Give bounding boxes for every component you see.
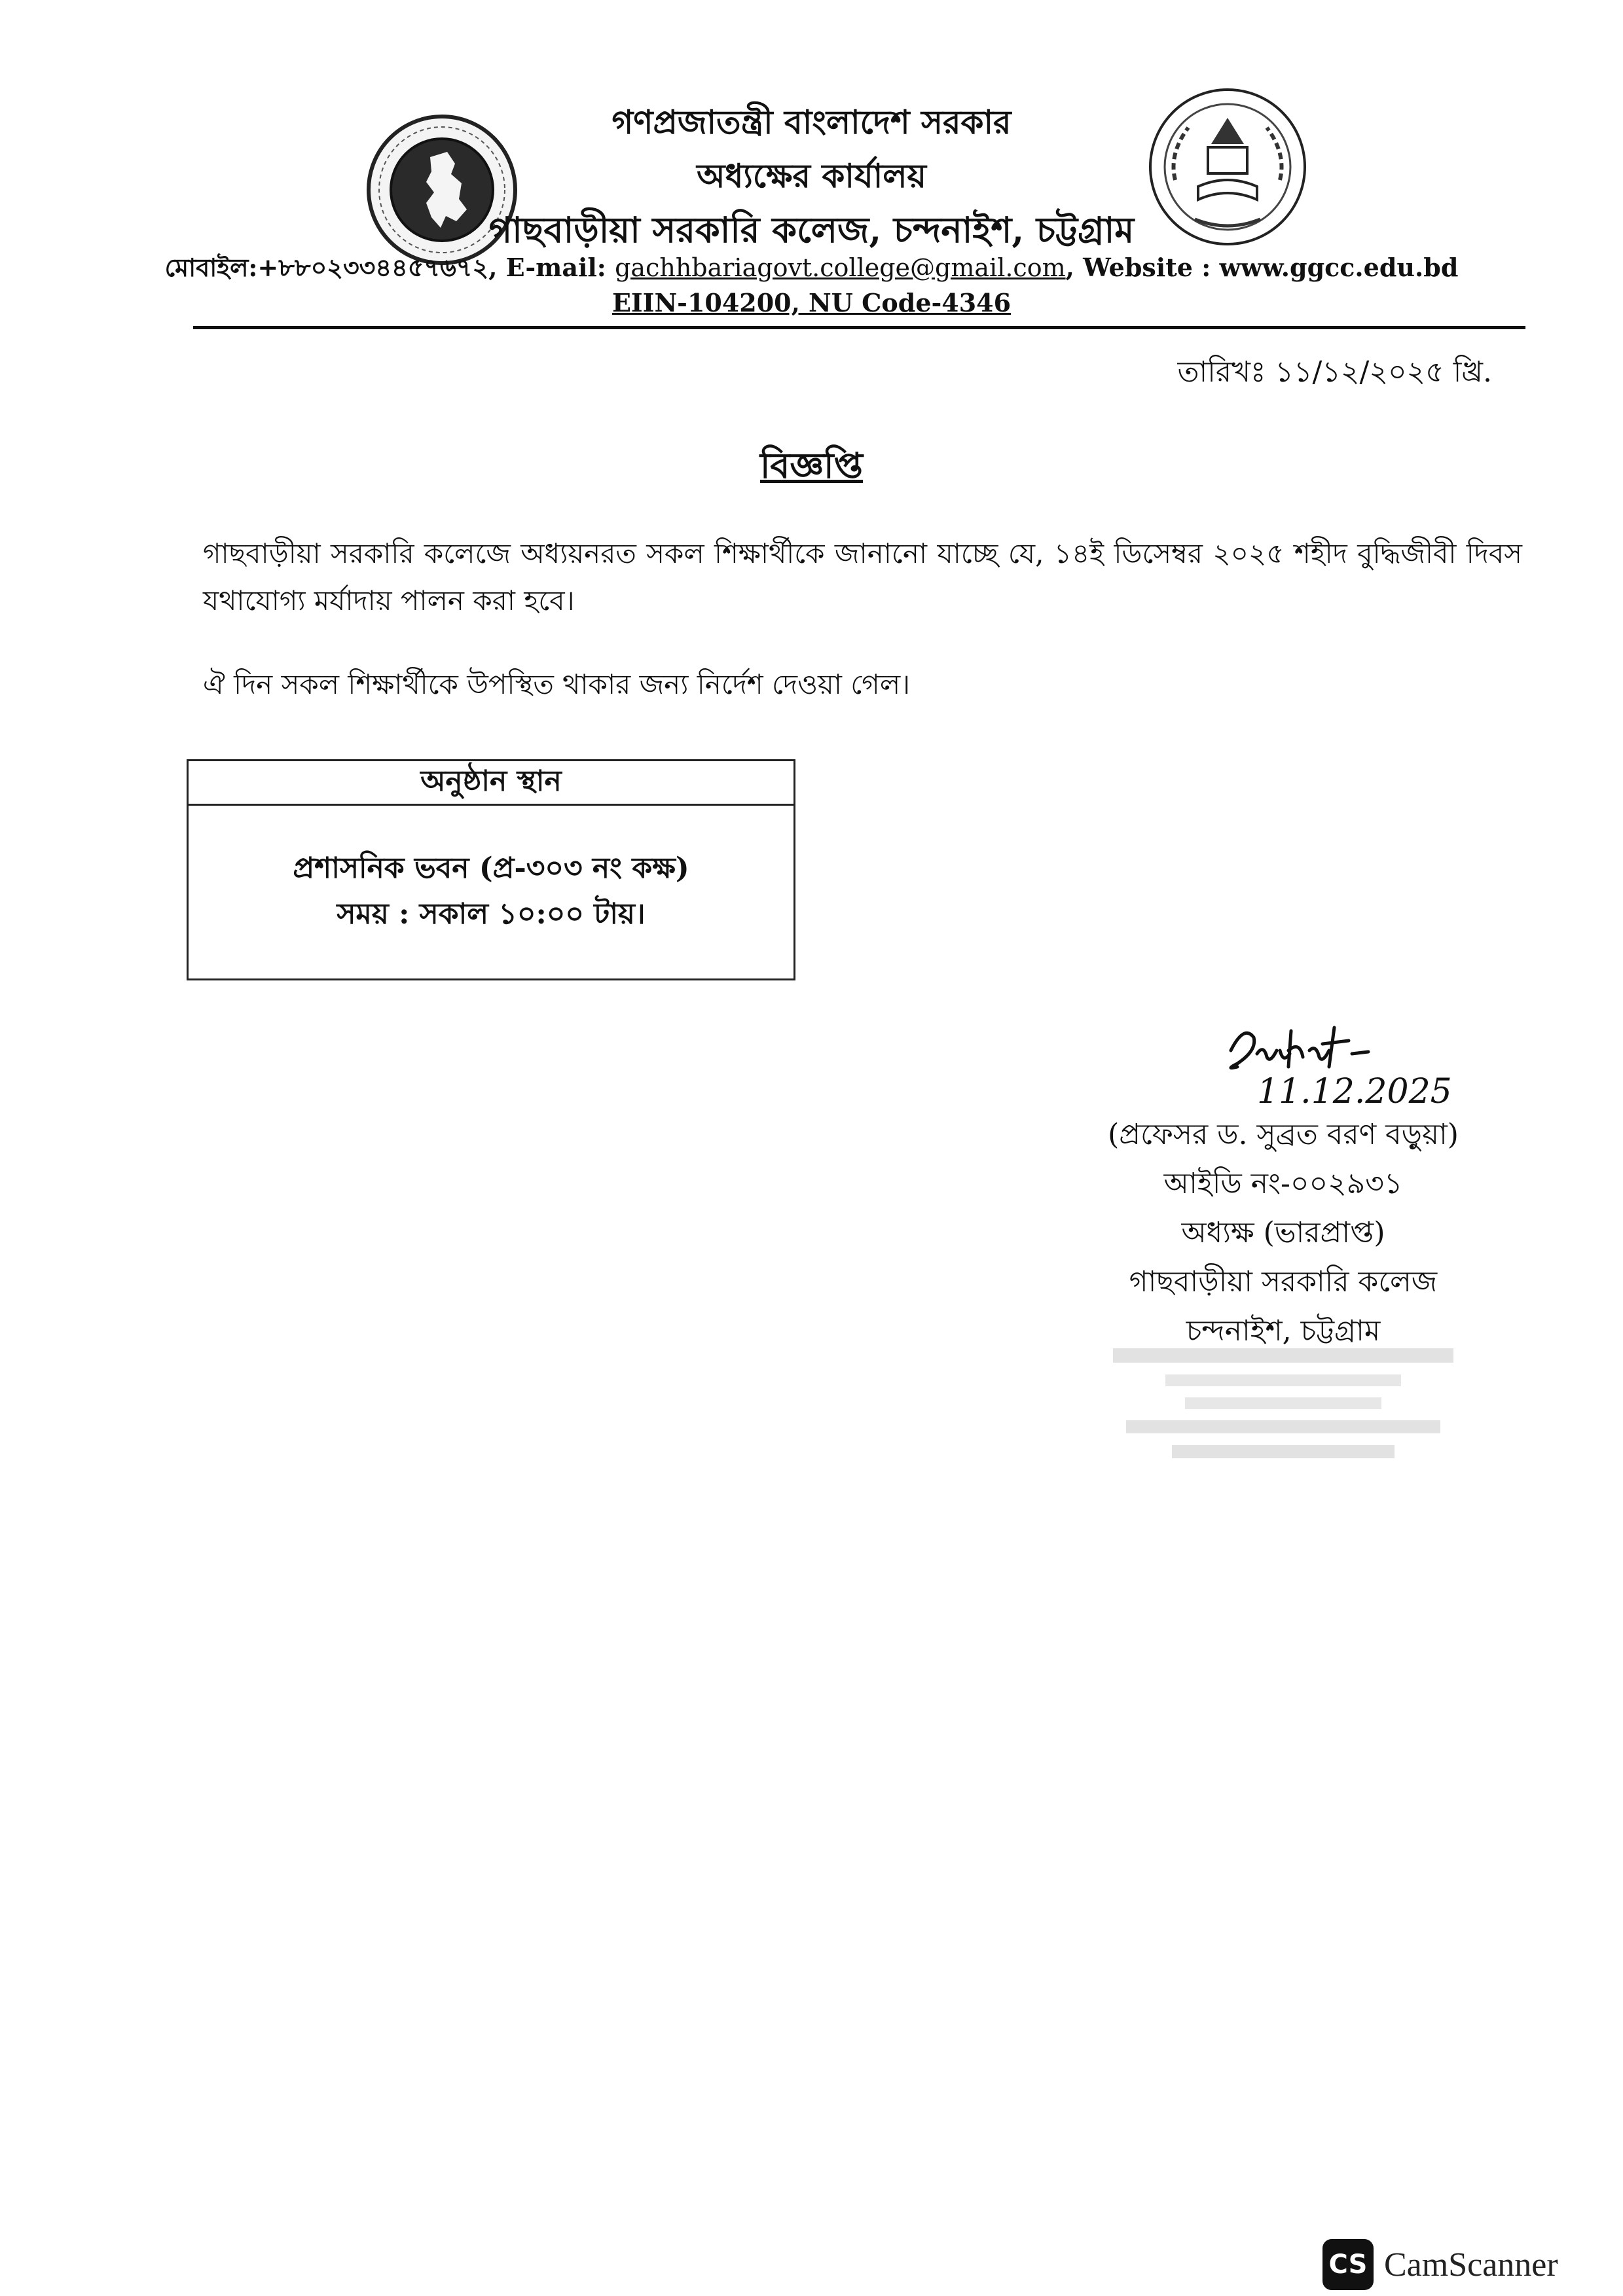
venue-place: প্রশাসনিক ভবন (প্র-৩০৩ নং কক্ষ) — [293, 852, 689, 885]
office-title: অধ্যক্ষের কার্যালয় — [697, 156, 926, 195]
handwritten-signature — [1218, 1005, 1519, 1116]
signatory-college: গাছবাড়ীয়া সরকারি কলেজ — [1129, 1265, 1438, 1299]
signature-date: 11.12.2025 — [1257, 1072, 1452, 1111]
notice-paragraph: ঐ দিন সকল শিক্ষার্থীকে উপস্থিত থাকার জন্য নির্দেশ দেওয়া গেল। — [203, 668, 911, 700]
header-divider — [193, 326, 1525, 329]
website-link[interactable]: www.ggcc.edu.bd — [1219, 253, 1459, 282]
camscanner-text: CamScanner — [1384, 2246, 1558, 2284]
contact-mobile: মোবাইল:+৮৮০২৩৩৪৪৫৭৬৭২, — [164, 253, 498, 282]
email-link[interactable]: gachhbariagovt.college@gmail.com — [615, 253, 1066, 282]
contact-line — [0, 249, 1623, 291]
government-title: গণপ্রজাতন্ত্রী বাংলাদেশ সরকার — [611, 103, 1012, 141]
notice-date: তারিখঃ ১১/১২/২০২৫ খ্রি. — [1177, 355, 1492, 389]
venue-time: সময় : সকাল ১০:০০ টায়। — [337, 897, 646, 931]
notice-paragraph: গাছবাড়ীয়া সরকারি কলেজে অধ্যয়নরত সকল শিক্ষার্থীকে জানানো যাচ্ছে যে, ১৪ই ডিসেম্বর ২০২৫ শহীদ বুদ্ধিজীবী দিবস যথাযোগ্য মর্যাদায় পালন করা হবে। — [203, 537, 1522, 617]
signatory-place: চন্দনাইশ, চট্টগ্রাম — [1186, 1314, 1381, 1348]
venue-box — [187, 759, 795, 980]
signatory-id: আইডি নং-০০২৯৩১ — [1163, 1167, 1403, 1200]
signatory-title: অধ্যক্ষ (ভারপ্রাপ্ত) — [1181, 1216, 1385, 1249]
faded-stamp-icon — [1074, 1342, 1493, 1473]
notice-title-text: বিজ্ঞপ্তি — [759, 444, 863, 486]
website-label: , Website : — [1065, 253, 1220, 282]
notice-title — [0, 439, 1623, 497]
college-title: গাছবাড়ীয়া সরকারি কলেজ, চন্দনাইশ, চট্টগ্রাম — [488, 209, 1135, 251]
email-label: E-mail: — [497, 253, 615, 282]
signatory-name: (প্রফেসর ড. সুব্রত বরণ বড়ুয়া) — [1108, 1118, 1459, 1151]
institution-codes: EIIN-104200, NU Code-4346 — [611, 288, 1012, 317]
camscanner-logo-icon: CS — [1322, 2239, 1374, 2290]
camscanner-watermark — [1322, 2238, 1558, 2291]
venue-heading: অনুষ্ঠান স্থান — [189, 761, 793, 806]
